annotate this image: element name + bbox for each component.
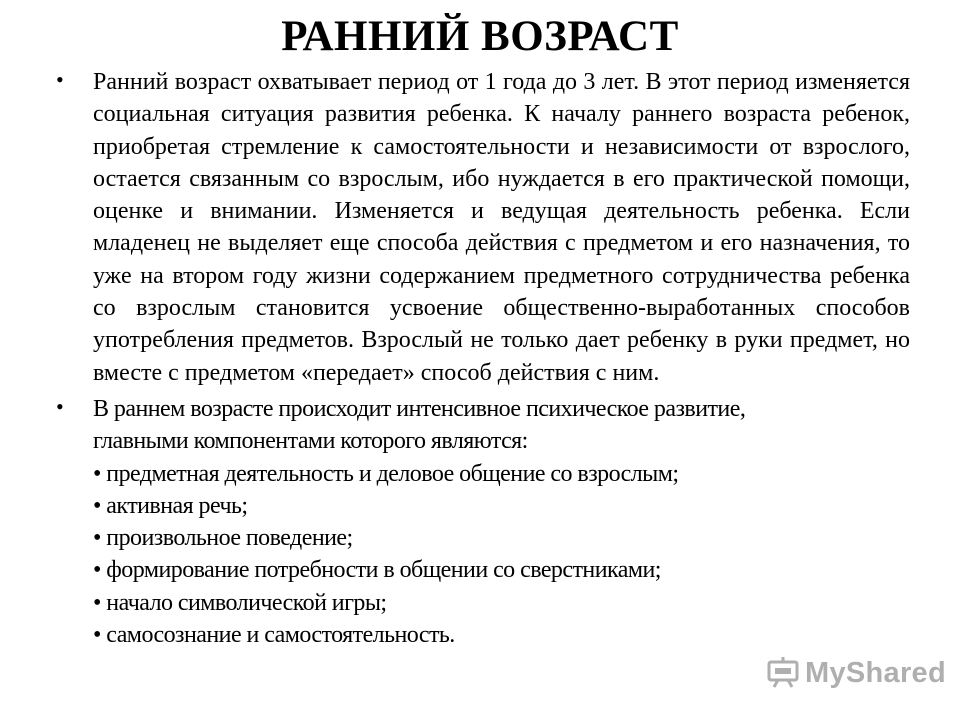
slide-title: РАННИЙ ВОЗРАСТ <box>281 13 679 60</box>
bullet-marker: • <box>56 393 64 419</box>
sub-item: • самосознание и самостоятельность. <box>93 622 455 649</box>
bullet-list <box>56 66 910 651</box>
bullet-item <box>56 393 910 651</box>
bullet-text: Ранний возраст охватывает период от 1 года до 3 лет. В этот период изменяется социальная ситуация развития ребенка. К началу раннего возраста ребенок, приобретая стремление к самостоятельности и независимости от взрослого, остается связанным со взрослым, ибо нуждается в его практической помощи, оценке и внимании. Изменяется и ведущая деятельность ребенка. Если младенец не выделяет еще способа действия с предметом и его назначения, то уже на втором году жизни содержанием предметного сотрудничества ребенка со взрослым становится усвоение общественно-выработанных способов употребления предметов. Взрослый не только дает ребенку в руки предмет, но вместе с предметом «передает» способ действия с ним. <box>93 69 910 386</box>
bullet-text-line: В раннем возрасте происходит интенсивное психическое развитие, <box>93 395 746 422</box>
sub-item-list <box>93 458 910 652</box>
sub-item: • активная речь; <box>93 492 248 519</box>
watermark-text: MyShared <box>805 656 946 689</box>
bullet-marker: • <box>56 67 64 92</box>
sub-item: • предметная деятельность и деловое общение со взрослым; <box>93 460 679 487</box>
watermark <box>766 655 946 691</box>
sub-item: • произвольное поведение; <box>93 525 353 552</box>
projector-screen-icon <box>766 656 800 690</box>
sub-item: • начало символической игры; <box>93 589 387 616</box>
sub-item: • формирование потребности в общении со сверстниками; <box>93 557 661 584</box>
bullet-item <box>56 66 910 389</box>
bullet-text-line: главными компонентами которого являются: <box>93 428 528 455</box>
